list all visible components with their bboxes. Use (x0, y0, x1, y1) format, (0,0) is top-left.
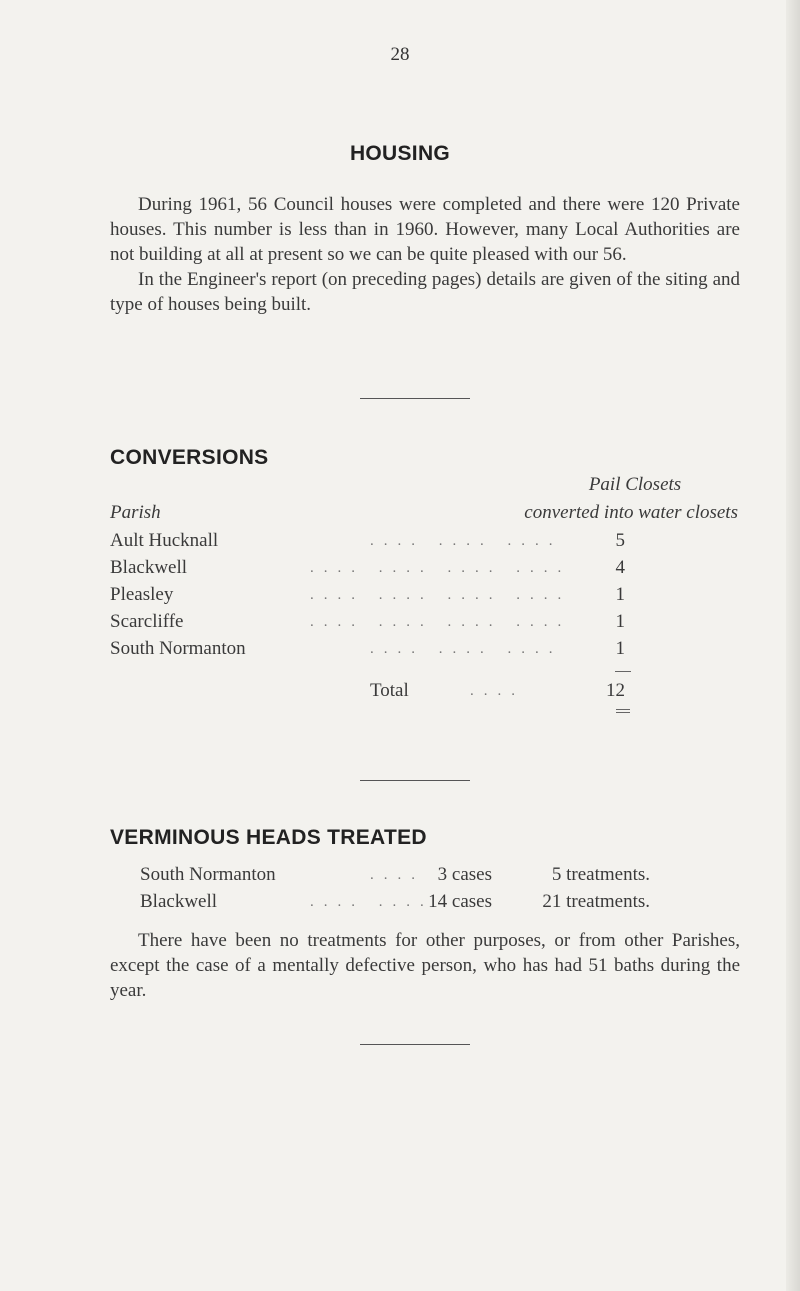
parish-name: Blackwell (140, 891, 218, 912)
section-divider (360, 780, 470, 781)
parish-name: South Normanton (110, 638, 246, 659)
parish-name: Ault Hucknall (110, 530, 219, 551)
housing-heading: HOUSING (349, 142, 451, 165)
leader-dots: .... .... .... (370, 533, 563, 549)
housing-paragraph-1: During 1961, 56 Council houses were completed and there were 120 Private houses. This number is less than in 1960. However, many Local Authorities are not building at all at present so we can be quite pleased with our 56. (110, 194, 740, 265)
parish-name: Scarcliffe (110, 611, 184, 632)
verminous-paragraph: There have been no treatments for other purposes, or from other Parishes, except the case of a mentally defective person, who has had 51 baths during the year. (110, 930, 740, 1001)
leader-dots: .... .... .... .... (310, 560, 572, 576)
double-rule-top (616, 709, 630, 710)
leader-dots: .... .... .... .... (310, 614, 572, 630)
conversion-count: 1 (615, 611, 625, 632)
total-label: Total (370, 680, 409, 701)
conversions-heading: CONVERSIONS (110, 446, 269, 469)
conversion-count: 4 (615, 557, 625, 578)
treatments-count: 21 treatments. (542, 891, 650, 912)
sum-rule (615, 671, 631, 672)
treatments-count: 5 treatments. (551, 864, 650, 885)
cases-count: 3 cases (437, 864, 492, 885)
leader-dots: .... .... (310, 894, 434, 910)
housing-paragraph-2: In the Engineer's report (on preceding pages) details are given of the siting and type of houses being built. (110, 269, 740, 315)
column-header-converted: converted into water closets (524, 502, 738, 523)
leader-dots: .... .... .... (370, 641, 563, 657)
total-value: 12 (606, 680, 625, 701)
verminous-heading: VERMINOUS HEADS TREATED (110, 826, 427, 849)
leader-dots: .... .... .... .... (310, 587, 572, 603)
page-edge-shadow (786, 0, 800, 1291)
column-header-parish: Parish (110, 502, 161, 523)
housing-text (110, 192, 740, 317)
leader-dots: .... (370, 867, 425, 883)
conversion-count: 5 (615, 530, 625, 551)
verminous-text (110, 928, 740, 1003)
conversion-count: 1 (615, 638, 625, 659)
cases-count: 14 cases (428, 891, 492, 912)
section-divider (360, 398, 470, 399)
parish-name: Pleasley (110, 584, 174, 605)
section-divider (360, 1044, 470, 1045)
conversion-count: 1 (615, 584, 625, 605)
parish-name: South Normanton (140, 864, 276, 885)
double-rule-bottom (616, 712, 630, 713)
leader-dots: .... (470, 683, 525, 699)
column-header-pail-closets: Pail Closets (588, 474, 682, 495)
page-number: 28 (390, 44, 410, 65)
parish-name: Blackwell (110, 557, 188, 578)
